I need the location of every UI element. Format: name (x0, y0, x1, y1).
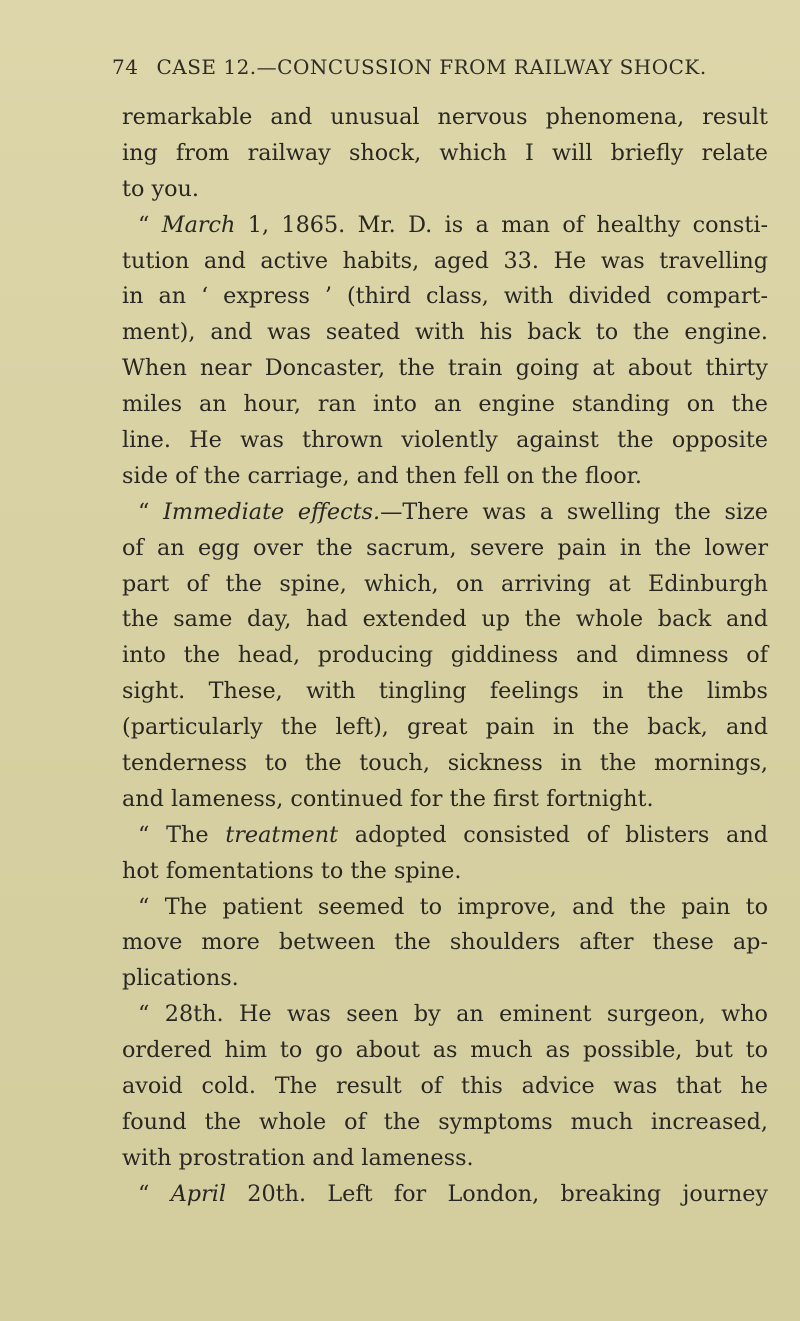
text-line: “ Immediate effects.—There was a swelling the size (138, 498, 768, 525)
text-line: “ 28th. He was seen by an eminent surgeon, who (138, 1001, 768, 1028)
text-line: ing from railway shock, which I will briefly relate (122, 139, 768, 166)
text-line: tenderness to the touch, sickness in the mornings, (122, 750, 768, 777)
text-line: remarkable and unusual nervous phenomena, result (122, 104, 768, 130)
text-line: line. He was thrown violently against the opposite (122, 427, 768, 454)
text-line: of an egg over the sacrum, severe pain in the lower (122, 534, 768, 561)
text-line: When near Doncaster, the train going at about thirty (122, 355, 768, 382)
text-line: hot fomentations to the spine. (122, 857, 462, 884)
text-line: ment), and was seated with his back to the engine. (122, 319, 768, 346)
text-line: move more between the shoulders after these ap- (122, 929, 768, 956)
text-line: sight. These, with tingling feelings in the limbs (122, 678, 768, 705)
text-line: “ The treatment adopted consisted of blisters and (138, 821, 768, 848)
text-line: “ The patient seemed to improve, and the pain to (138, 893, 768, 920)
text-line: found the whole of the symptoms much increased, (122, 1108, 768, 1135)
text-line: ordered him to go about as much as possible, but to (122, 1037, 768, 1064)
text-line: with prostration and lameness. (122, 1144, 474, 1171)
text-line: avoid cold. The result of this advice was that he (122, 1073, 768, 1100)
text-line: part of the spine, which, on arriving at Edinburgh (122, 570, 768, 597)
text-line: side of the carriage, and then fell on the floor. (122, 462, 642, 489)
text-line: tution and active habits, aged 33. He was travelling (122, 247, 768, 274)
text-line: “ April 20th. Left for London, breaking journey (138, 1180, 768, 1207)
body-text (122, 100, 768, 1213)
text-line: “ March 1, 1865. Mr. D. is a man of healthy consti- (138, 211, 768, 238)
text-line: miles an hour, ran into an engine standing on the (122, 391, 768, 418)
date-italic: April (170, 1180, 226, 1207)
section-italic: Immediate effects. (163, 498, 381, 525)
text-line: the same day, had extended up the whole back and (122, 606, 768, 633)
section-italic: treatment (225, 821, 339, 848)
text-line: plications. (122, 965, 239, 992)
text-line: into the head, producing giddiness and dimness of (122, 642, 768, 669)
page-number: 74 (112, 55, 139, 79)
text-line: (particularly the left), great pain in the back, and (122, 714, 768, 741)
running-head (112, 55, 752, 79)
text-line: to you. (122, 175, 199, 202)
date-italic: March (161, 211, 236, 238)
text-line: and lameness, continued for the first fortnight. (122, 785, 654, 812)
running-title: CASE 12.—CONCUSSION FROM RAILWAY SHOCK. (156, 55, 707, 79)
text-line: in an ‘ express ’ (third class, with divided compart- (122, 283, 768, 310)
